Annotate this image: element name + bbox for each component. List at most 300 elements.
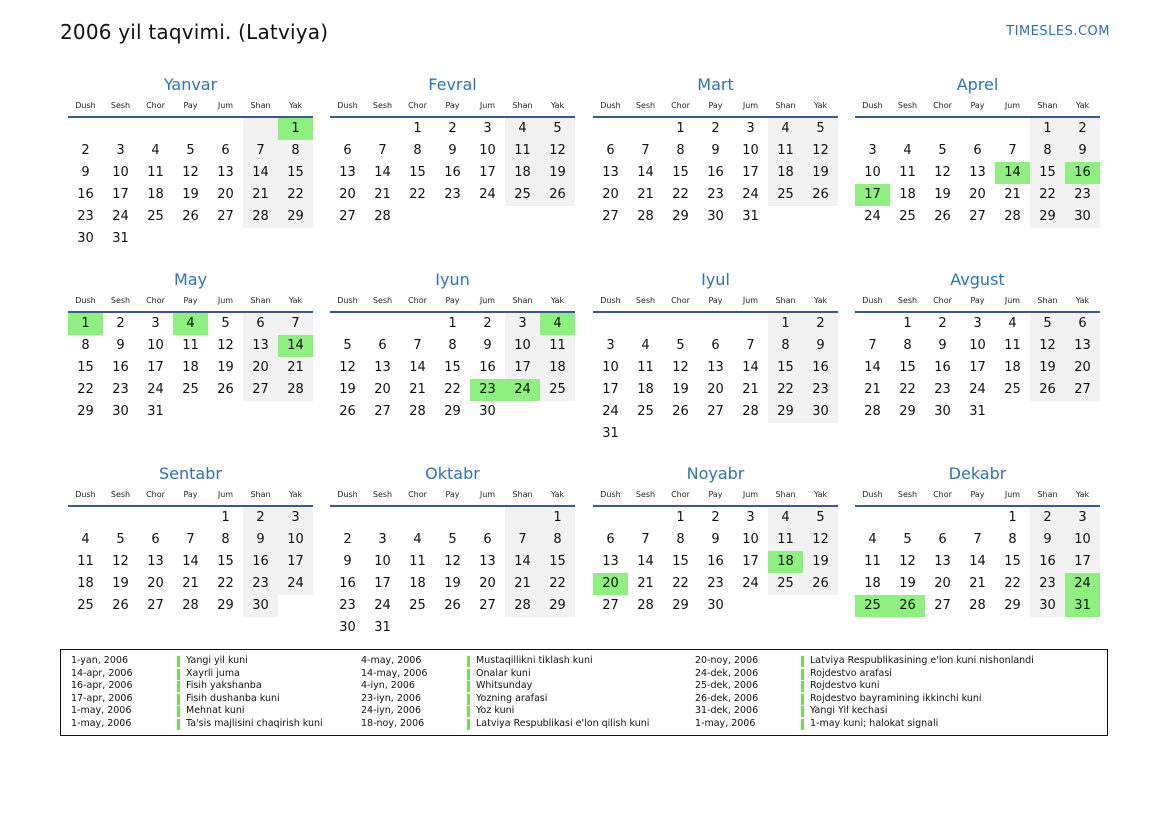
day-cell: 13 xyxy=(707,360,724,375)
day-cell: 18 xyxy=(147,187,164,202)
holiday-name: Fisih dushanba kuni xyxy=(186,692,280,704)
weekday-label: Sesh xyxy=(372,490,393,499)
empty-day-cell xyxy=(208,118,243,140)
day-cell: 15 xyxy=(409,165,426,180)
week-row xyxy=(68,357,313,379)
day-cell: 7 xyxy=(278,313,313,335)
day-cell: 23 xyxy=(470,379,505,401)
day-cell: 15 xyxy=(444,360,461,375)
empty-day-cell xyxy=(208,228,243,250)
day-cell: 13 xyxy=(147,554,164,569)
week-row xyxy=(855,401,1100,423)
day-cell: 12 xyxy=(339,360,356,375)
day-cell: 23 xyxy=(934,382,951,397)
weekday-label: Yak xyxy=(288,296,303,305)
day-cell: 8 xyxy=(676,532,685,547)
week-row xyxy=(68,118,313,140)
weekday-label: Shan xyxy=(1037,490,1058,499)
day-cell: 7 xyxy=(413,338,422,353)
day-cell: 28 xyxy=(409,404,426,419)
holiday-name: Rojdestvo arafasi xyxy=(810,667,892,679)
day-cell: 24 xyxy=(969,382,986,397)
empty-day-cell xyxy=(768,595,803,617)
empty-day-cell xyxy=(803,206,838,228)
day-cell: 24 xyxy=(742,187,759,202)
day-cell: 15 xyxy=(1030,162,1065,184)
empty-day-cell xyxy=(365,118,400,140)
empty-day-cell xyxy=(540,617,575,639)
day-cell: 16 xyxy=(707,554,724,569)
day-cell: 4 xyxy=(768,507,803,529)
legend-column xyxy=(71,655,323,731)
day-cell: 2 xyxy=(803,313,838,335)
day-cell: 15 xyxy=(672,554,689,569)
empty-day-cell xyxy=(663,313,698,335)
weekday-label: Chor xyxy=(671,101,690,110)
day-cell: 18 xyxy=(409,576,426,591)
day-cell: 6 xyxy=(483,532,492,547)
empty-day-cell xyxy=(138,228,173,250)
day-cell: 9 xyxy=(116,338,125,353)
day-cell: 21 xyxy=(182,576,199,591)
day-cell: 1 xyxy=(540,507,575,529)
weekday-header xyxy=(593,293,838,311)
empty-day-cell xyxy=(803,423,838,445)
day-cell: 27 xyxy=(479,598,496,613)
day-cell: 3 xyxy=(606,338,615,353)
day-cell: 13 xyxy=(479,554,496,569)
week-row xyxy=(330,184,575,206)
empty-day-cell xyxy=(733,423,768,445)
weekday-label: Yak xyxy=(1075,101,1090,110)
week-row xyxy=(593,595,838,617)
weekday-label: Pay xyxy=(970,296,985,305)
day-cell: 29 xyxy=(217,598,234,613)
day-cell: 9 xyxy=(938,338,947,353)
day-cell: 1 xyxy=(1030,118,1065,140)
day-cell: 1 xyxy=(676,121,685,136)
day-cell: 27 xyxy=(339,209,356,224)
week-row xyxy=(68,379,313,401)
weekday-label: Jum xyxy=(1004,490,1021,499)
week-row xyxy=(68,228,313,250)
day-cell: 23 xyxy=(707,576,724,591)
day-cell: 22 xyxy=(768,379,803,401)
week-row xyxy=(330,379,575,401)
day-cell: 24 xyxy=(479,187,496,202)
week-row xyxy=(330,140,575,162)
day-cell: 22 xyxy=(672,187,689,202)
day-cell: 12 xyxy=(540,140,575,162)
empty-day-cell xyxy=(925,507,960,529)
day-cell: 21 xyxy=(864,382,881,397)
day-cell: 22 xyxy=(672,576,689,591)
weekday-label: Yak xyxy=(1075,296,1090,305)
site-link[interactable]: TIMESLES.COM xyxy=(1006,24,1110,39)
day-cell: 17 xyxy=(969,360,986,375)
day-cell: 11 xyxy=(1004,338,1021,353)
day-cell: 23 xyxy=(339,598,356,613)
holiday-marker xyxy=(801,669,804,680)
week-row xyxy=(855,379,1100,401)
day-cell: 4 xyxy=(413,532,422,547)
holiday-date: 20-noy, 2006 xyxy=(695,655,759,666)
day-cell: 2 xyxy=(711,510,720,525)
weekday-label: Shan xyxy=(775,296,796,305)
weekday-header xyxy=(855,98,1100,116)
holiday-date: 24-iyn, 2006 xyxy=(361,705,422,717)
day-cell: 14 xyxy=(409,360,426,375)
holiday-name: Xayrli juma xyxy=(186,667,240,679)
empty-day-cell xyxy=(505,401,540,423)
empty-day-cell xyxy=(698,313,733,335)
weekday-header xyxy=(330,98,575,116)
day-cell: 11 xyxy=(505,140,540,162)
day-cell: 7 xyxy=(378,143,387,158)
day-cell: 12 xyxy=(803,529,838,551)
empty-day-cell xyxy=(593,118,628,140)
week-row xyxy=(593,507,838,529)
day-cell: 7 xyxy=(1008,143,1017,158)
empty-day-cell xyxy=(470,617,505,639)
month-iyul xyxy=(593,269,838,445)
day-cell: 9 xyxy=(483,338,492,353)
day-cell: 26 xyxy=(182,209,199,224)
empty-day-cell xyxy=(103,507,138,529)
week-row xyxy=(855,140,1100,162)
weekday-label: Shan xyxy=(250,296,271,305)
holiday-marker xyxy=(177,706,180,717)
day-cell: 18 xyxy=(77,576,94,591)
day-cell: 13 xyxy=(1065,335,1100,357)
day-cell: 14 xyxy=(505,551,540,573)
holiday-name: Ta'sis majlisini chaqirish kuni xyxy=(186,717,323,729)
empty-day-cell xyxy=(1065,401,1100,423)
day-cell: 23 xyxy=(112,382,129,397)
day-cell: 23 xyxy=(803,379,838,401)
weekday-label: Dush xyxy=(600,101,621,110)
month-name: Noyabr xyxy=(686,464,745,483)
weekday-label: Sesh xyxy=(372,101,393,110)
weekday-label: Yak xyxy=(813,101,828,110)
legend-row xyxy=(71,705,323,718)
day-cell: 13 xyxy=(217,165,234,180)
day-cell: 16 xyxy=(479,360,496,375)
holiday-marker xyxy=(801,694,804,705)
day-cell: 12 xyxy=(182,165,199,180)
day-cell: 1 xyxy=(278,118,313,140)
day-cell: 25 xyxy=(768,573,803,595)
day-cell: 15 xyxy=(1004,554,1021,569)
day-cell: 20 xyxy=(934,576,951,591)
day-cell: 14 xyxy=(864,360,881,375)
day-cell: 11 xyxy=(147,165,164,180)
day-cell: 22 xyxy=(77,382,94,397)
empty-day-cell xyxy=(278,401,313,423)
day-cell: 5 xyxy=(676,338,685,353)
weekday-label: Pay xyxy=(708,490,723,499)
day-cell: 14 xyxy=(278,335,313,357)
week-row xyxy=(330,507,575,529)
day-cell: 9 xyxy=(448,143,457,158)
holiday-date: 25-dek, 2006 xyxy=(695,680,759,692)
day-cell: 10 xyxy=(112,165,129,180)
weekday-label: Sesh xyxy=(635,101,656,110)
weekday-label: Dush xyxy=(75,101,96,110)
empty-day-cell xyxy=(540,206,575,228)
day-cell: 3 xyxy=(868,143,877,158)
day-cell: 23 xyxy=(243,573,278,595)
day-cell: 24 xyxy=(278,573,313,595)
day-cell: 24 xyxy=(374,598,391,613)
day-cell: 27 xyxy=(602,598,619,613)
day-cell: 10 xyxy=(742,532,759,547)
day-cell: 3 xyxy=(278,507,313,529)
month-name: Oktabr xyxy=(425,464,480,483)
empty-day-cell xyxy=(68,118,103,140)
day-cell: 6 xyxy=(243,313,278,335)
holiday-name: Mehnat kuni xyxy=(186,705,245,717)
day-cell: 6 xyxy=(606,143,615,158)
day-cell: 30 xyxy=(479,404,496,419)
empty-day-cell xyxy=(925,118,960,140)
day-cell: 6 xyxy=(1065,313,1100,335)
day-cell: 18 xyxy=(864,576,881,591)
empty-day-cell xyxy=(593,313,628,335)
day-cell: 23 xyxy=(1065,184,1100,206)
day-cell: 23 xyxy=(77,209,94,224)
day-cell: 16 xyxy=(934,360,951,375)
empty-day-cell xyxy=(768,206,803,228)
day-cell: 18 xyxy=(637,382,654,397)
day-cell: 23 xyxy=(444,187,461,202)
empty-day-cell xyxy=(505,507,540,529)
day-cell: 9 xyxy=(343,554,352,569)
day-cell: 12 xyxy=(934,165,951,180)
weekday-label: Dush xyxy=(75,296,96,305)
week-row xyxy=(330,118,575,140)
day-cell: 28 xyxy=(243,206,278,228)
day-cell: 17 xyxy=(1065,551,1100,573)
empty-day-cell xyxy=(803,595,838,617)
day-cell: 1 xyxy=(68,313,103,335)
weekday-label: Sesh xyxy=(897,296,918,305)
legend-row xyxy=(695,705,1034,718)
legend-column xyxy=(695,655,1034,731)
week-row xyxy=(330,357,575,379)
month-iyun xyxy=(330,269,575,423)
week-row xyxy=(330,313,575,335)
holiday-marker xyxy=(467,706,470,717)
day-cell: 30 xyxy=(243,595,278,617)
weekday-label: Yak xyxy=(288,101,303,110)
day-cell: 12 xyxy=(899,554,916,569)
weekday-label: Pay xyxy=(445,490,460,499)
week-row xyxy=(330,617,575,639)
empty-day-cell xyxy=(960,118,995,140)
month-name: Iyun xyxy=(435,270,470,289)
legend-row xyxy=(361,668,649,681)
day-cell: 5 xyxy=(116,532,125,547)
day-cell: 6 xyxy=(378,338,387,353)
holiday-date: 26-dek, 2006 xyxy=(695,692,759,704)
day-cell: 2 xyxy=(81,143,90,158)
day-cell: 26 xyxy=(890,595,925,617)
day-cell: 3 xyxy=(151,316,160,331)
weekday-label: Shan xyxy=(775,101,796,110)
month-may xyxy=(68,269,313,423)
week-row xyxy=(593,423,838,445)
weekday-label: Yak xyxy=(550,490,565,499)
holiday-name: Latviya Respublikasi e'lon qilish kuni xyxy=(476,717,650,729)
empty-day-cell xyxy=(173,118,208,140)
day-cell: 18 xyxy=(505,162,540,184)
weekday-label: Jum xyxy=(217,101,234,110)
day-cell: 26 xyxy=(217,382,234,397)
day-cell: 20 xyxy=(969,187,986,202)
weekday-label: Shan xyxy=(1037,101,1058,110)
day-cell: 5 xyxy=(540,118,575,140)
weekday-label: Dush xyxy=(600,296,621,305)
holiday-date: 1-may, 2006 xyxy=(71,717,132,729)
week-row xyxy=(593,335,838,357)
day-cell: 12 xyxy=(1030,335,1065,357)
empty-day-cell xyxy=(995,118,1030,140)
day-cell: 11 xyxy=(637,360,654,375)
day-cell: 10 xyxy=(864,165,881,180)
day-cell: 2 xyxy=(938,316,947,331)
day-cell: 2 xyxy=(448,121,457,136)
day-cell: 26 xyxy=(112,598,129,613)
weekday-label: Chor xyxy=(146,101,165,110)
empty-day-cell xyxy=(243,228,278,250)
month-dekabr xyxy=(855,463,1100,617)
holiday-date: 1-yan, 2006 xyxy=(71,655,128,666)
week-row xyxy=(330,206,575,228)
legend-row xyxy=(695,693,1034,706)
holiday-name: Yozning arafasi xyxy=(476,692,548,704)
weekday-header xyxy=(68,98,313,116)
day-cell: 13 xyxy=(969,165,986,180)
day-cell: 12 xyxy=(672,360,689,375)
day-cell: 4 xyxy=(1008,316,1017,331)
day-cell: 22 xyxy=(409,187,426,202)
day-cell: 31 xyxy=(374,620,391,635)
holiday-name: Rojdestvo bayramining ikkinchi kuni xyxy=(810,692,982,704)
day-cell: 30 xyxy=(112,404,129,419)
weekday-label: Pay xyxy=(183,296,198,305)
empty-day-cell xyxy=(698,423,733,445)
day-cell: 28 xyxy=(637,598,654,613)
legend-row xyxy=(361,693,649,706)
day-cell: 18 xyxy=(768,551,803,573)
week-row xyxy=(330,335,575,357)
legend-row xyxy=(71,680,323,693)
weekday-label: Dush xyxy=(862,101,883,110)
day-cell: 2 xyxy=(116,316,125,331)
weekday-label: Jum xyxy=(479,101,496,110)
day-cell: 29 xyxy=(1030,206,1065,228)
day-cell: 6 xyxy=(973,143,982,158)
day-cell: 4 xyxy=(868,532,877,547)
day-cell: 27 xyxy=(707,404,724,419)
holiday-marker xyxy=(177,694,180,705)
day-cell: 31 xyxy=(147,404,164,419)
week-row xyxy=(68,313,313,335)
weekday-label: Shan xyxy=(512,490,533,499)
weekday-label: Shan xyxy=(250,101,271,110)
weekday-label: Yak xyxy=(288,490,303,499)
day-cell: 8 xyxy=(81,338,90,353)
weekday-label: Chor xyxy=(408,101,427,110)
weekday-label: Dush xyxy=(862,296,883,305)
day-cell: 1 xyxy=(413,121,422,136)
day-cell: 25 xyxy=(899,209,916,224)
month-name: Yanvar xyxy=(163,75,218,94)
day-cell: 4 xyxy=(641,338,650,353)
weekday-label: Pay xyxy=(445,101,460,110)
day-cell: 19 xyxy=(540,162,575,184)
day-cell: 8 xyxy=(278,140,313,162)
day-cell: 15 xyxy=(217,554,234,569)
empty-day-cell xyxy=(208,401,243,423)
day-cell: 4 xyxy=(81,532,90,547)
weekday-label: Sesh xyxy=(897,490,918,499)
weekday-header xyxy=(330,487,575,505)
weekday-label: Jum xyxy=(742,101,759,110)
weekday-label: Chor xyxy=(408,296,427,305)
day-cell: 25 xyxy=(147,209,164,224)
day-cell: 15 xyxy=(899,360,916,375)
day-cell: 23 xyxy=(1030,573,1065,595)
day-cell: 4 xyxy=(768,118,803,140)
day-cell: 29 xyxy=(1004,598,1021,613)
day-cell: 14 xyxy=(995,162,1030,184)
holiday-name: Yangi yil kuni xyxy=(186,655,248,666)
day-cell: 28 xyxy=(637,209,654,224)
week-row xyxy=(855,529,1100,551)
day-cell: 25 xyxy=(505,184,540,206)
week-row xyxy=(68,551,313,573)
weekday-label: Jum xyxy=(742,490,759,499)
week-row xyxy=(68,162,313,184)
week-row xyxy=(855,162,1100,184)
day-cell: 2 xyxy=(711,121,720,136)
holiday-marker xyxy=(177,669,180,680)
day-cell: 10 xyxy=(147,338,164,353)
day-cell: 26 xyxy=(803,184,838,206)
holiday-marker xyxy=(467,656,470,667)
day-cell: 2 xyxy=(1030,507,1065,529)
weekday-label: Pay xyxy=(183,490,198,499)
weekday-header xyxy=(593,98,838,116)
day-cell: 4 xyxy=(903,143,912,158)
empty-day-cell xyxy=(138,118,173,140)
day-cell: 2 xyxy=(243,507,278,529)
day-cell: 25 xyxy=(77,598,94,613)
day-cell: 29 xyxy=(672,209,689,224)
day-cell: 17 xyxy=(602,382,619,397)
day-cell: 24 xyxy=(742,576,759,591)
day-cell: 20 xyxy=(707,382,724,397)
day-cell: 27 xyxy=(374,404,391,419)
week-row xyxy=(855,184,1100,206)
empty-day-cell xyxy=(855,313,890,335)
day-cell: 25 xyxy=(540,379,575,401)
holiday-marker xyxy=(467,681,470,692)
weekday-header xyxy=(593,487,838,505)
day-cell: 30 xyxy=(339,620,356,635)
